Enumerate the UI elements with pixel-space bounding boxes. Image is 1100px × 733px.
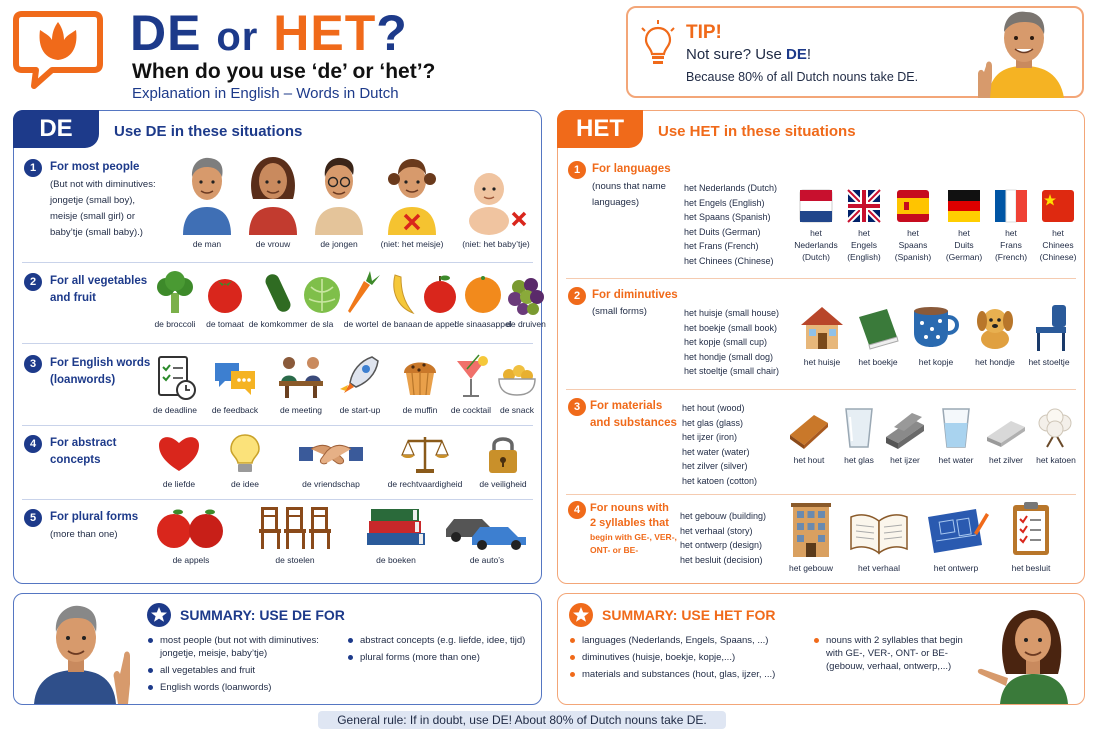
list-item: diminutives (huisje, boekje, kopje,...) — [570, 651, 810, 664]
item-het-stoeltje: het stoeltje — [1020, 301, 1078, 367]
de-section-3-number: 3 — [24, 355, 42, 373]
list-item: English words (loanwords) — [148, 681, 338, 694]
presenting-woman-illustration — [976, 596, 1082, 704]
tip-line-1: Not sure? Use DE! — [686, 46, 812, 63]
item-de-veiligheid: de veiligheid — [474, 433, 532, 489]
list-item: languages (Nederlands, Engels, Spaans, ...) — [570, 634, 810, 647]
checklist-clock-icon — [153, 353, 197, 401]
summary-het-list-2 — [814, 634, 974, 677]
banana-icon — [381, 271, 423, 315]
cup-icon — [908, 301, 964, 353]
het-section-2-word-list: het huisje (small house) het boekje (small book) het kopje (small cup) het hondje (small dog) het stoeltje (small chair) — [684, 308, 780, 377]
uk-flag-icon — [847, 189, 881, 223]
meeting-icon — [275, 353, 327, 401]
de-section-5-note: (more than one) — [50, 529, 118, 540]
item-het-nederlands: het Nederlands (Dutch) — [788, 189, 844, 263]
item-de-tomaat: de tomaat — [200, 271, 250, 329]
item-de-sla: de sla — [300, 271, 344, 329]
de-heading: Use DE in these situations — [114, 123, 303, 140]
thumbs-up-man-illustration — [968, 8, 1080, 98]
scales-icon — [400, 433, 450, 475]
item-het-hondje: het hondje — [966, 301, 1024, 367]
item-het-ontwerp: het ontwerp — [920, 503, 992, 573]
list-item: nouns with 2 syllables that begin with GE-, VER-, ONT- or BE- (gebouw, verhaal, ontwerp,...) — [814, 634, 974, 673]
het-section-3-word-list: het hout (wood) het glas (glass) het ijzer (iron) het water (water) het zilver (silver) het katoen (cotton) — [682, 403, 758, 486]
de-section-1-number: 1 — [24, 159, 42, 177]
het-section-4-word-list: het gebouw (building) het verhaal (story) het ontwerp (design) het besluit (decision) — [680, 511, 767, 565]
item-de-idee: de idee — [220, 433, 270, 489]
heart-icon — [157, 433, 201, 475]
building-icon — [787, 503, 835, 559]
de-section-5-number: 5 — [24, 509, 42, 527]
list-item: most people (but not with diminutives: jongetje, meisje, baby’tje) — [148, 634, 338, 660]
item-de-muffin: de muffin — [394, 353, 446, 415]
item-het-duits: het Duits (German) — [940, 189, 988, 263]
cocktail-icon — [449, 353, 493, 401]
item-het-spaans: het Spaans (Spanish) — [888, 189, 938, 263]
divider — [566, 278, 1076, 279]
het-section-4-title: For nouns with 2 syllables that begin with GE-, VER-, ONT- or BE- — [590, 502, 677, 555]
item-de-deadline: de deadline — [150, 353, 200, 415]
item-het-katoen: het katoen — [1030, 407, 1082, 465]
het-section-3-title: For materials and substances — [590, 400, 677, 429]
item-de-autos: de auto’s — [442, 503, 532, 565]
summary-de-title: SUMMARY: USE DE FOR — [180, 607, 345, 623]
tulip-speech-bubble-logo — [12, 8, 104, 92]
divider — [566, 494, 1076, 495]
water-glass-icon — [933, 407, 979, 451]
french-flag-icon — [994, 189, 1028, 223]
item-niet-het-meisje: (niet: het meisje) — [372, 149, 452, 249]
spanish-flag-icon — [896, 189, 930, 223]
pointing-man-illustration — [28, 596, 132, 704]
idea-bulb-icon — [223, 433, 267, 475]
title-question-mark: ? — [376, 5, 408, 61]
summary-de-list-2 — [348, 634, 538, 668]
tip-line-2: Because 80% of all Dutch nouns take DE. — [686, 70, 919, 84]
boy-icon — [311, 149, 367, 235]
item-het-boekje: het boekje — [850, 301, 906, 367]
page-title — [130, 4, 408, 62]
page-subtitle: When do you use ‘de’ or ‘het’? — [132, 60, 436, 83]
summary-het-list-1 — [570, 634, 810, 685]
item-het-glas: het glas — [834, 407, 884, 465]
book-icon — [853, 301, 903, 353]
item-de-cocktail: de cocktail — [444, 353, 498, 415]
de-panel — [13, 110, 546, 584]
de-section-3-title: For English words (loanwords) — [50, 357, 151, 386]
item-het-gebouw: het gebouw — [784, 503, 838, 573]
item-de-banaan: de banaan — [378, 271, 426, 329]
lettuce-icon — [301, 271, 343, 315]
item-het-ijzer: het ijzer — [880, 407, 930, 465]
muffin-icon — [398, 353, 442, 401]
blueprint-icon — [922, 503, 990, 559]
cotton-icon — [1033, 407, 1079, 451]
het-panel — [557, 110, 1085, 584]
summary-de-list-1 — [148, 634, 338, 698]
item-het-zilver: het zilver — [980, 407, 1032, 465]
title-or: or — [216, 15, 259, 59]
broccoli-icon — [154, 271, 196, 315]
item-het-water: het water — [930, 407, 982, 465]
het-section-1-title: For languages — [592, 163, 671, 175]
clipboard-checklist-icon — [1007, 499, 1055, 559]
small-chair-icon — [1024, 301, 1074, 353]
het-section-1-note: (nouns that name languages) — [592, 181, 666, 208]
de-section-4-title: For abstract concepts — [50, 437, 117, 466]
het-section-2-note: (small forms) — [592, 306, 647, 317]
item-het-frans: het Frans (French) — [988, 189, 1034, 263]
star-badge-icon — [568, 602, 594, 628]
het-section-1-number: 1 — [568, 161, 586, 179]
puppy-icon — [970, 301, 1020, 353]
general-rule-banner: General rule: If in doubt, use DE! About 80% of Dutch nouns take DE. — [318, 711, 726, 729]
item-de-snack: de snack — [494, 353, 540, 415]
star-badge-icon — [146, 602, 172, 628]
het-section-1-word-list: het Nederlands (Dutch) het Engels (English) het Spaans (Spanish) het Duits (German) het Frans (French) het Chinees (Chinese) — [684, 183, 778, 266]
item-de-komkommer: de komkommer — [248, 271, 308, 329]
item-niet-het-babytje: (niet: het baby’tje) — [454, 149, 538, 249]
item-de-liefde: de liefde — [154, 433, 204, 489]
divider — [22, 499, 533, 500]
page-subline: Explanation in English – Words in Dutch — [132, 85, 399, 102]
list-item: materials and substances (hout, glas, ijzer, ...) — [570, 668, 810, 681]
de-section-2-number: 2 — [24, 273, 42, 291]
de-section-4-number: 4 — [24, 435, 42, 453]
de-section-2-title: For all vegetables and fruit — [50, 275, 148, 304]
item-de-wortel: de wortel — [338, 271, 384, 329]
chinese-flag-icon — [1041, 189, 1075, 223]
item-de-rechtvaardigheid: de rechtvaardigheid — [384, 433, 466, 489]
item-het-kopje: het kopje — [908, 301, 964, 367]
item-de-vrouw: de vrouw — [242, 149, 304, 249]
title-het: HET — [273, 5, 377, 61]
item-de-boeken: de boeken — [360, 503, 432, 565]
books-icon — [361, 503, 431, 551]
het-section-2-title: For diminutives — [592, 289, 678, 301]
padlock-icon — [481, 433, 525, 475]
open-book-icon — [847, 503, 911, 559]
grapes-icon — [505, 271, 547, 315]
de-tag: DE — [13, 110, 99, 148]
item-het-huisje: het huisje — [794, 301, 850, 367]
baby-crossed-icon — [463, 149, 529, 235]
wood-plank-icon — [786, 407, 832, 451]
item-het-besluit: het besluit — [1000, 499, 1062, 573]
title-de: DE — [130, 5, 202, 61]
summary-het-title: SUMMARY: USE HET FOR — [602, 607, 776, 623]
de-section-1-title: For most people — [50, 161, 140, 173]
het-tag: HET — [557, 110, 643, 148]
item-het-verhaal: het verhaal — [844, 503, 914, 573]
item-het-hout: het hout — [784, 407, 834, 465]
girl-crossed-icon — [384, 149, 440, 235]
item-de-druiven: de druiven — [504, 271, 548, 329]
woman-icon — [245, 149, 301, 235]
german-flag-icon — [947, 189, 981, 223]
item-de-start-up: de start-up — [334, 353, 386, 415]
item-de-vriendschap: de vriendschap — [294, 433, 368, 489]
divider — [566, 389, 1076, 390]
summary-de-box — [13, 593, 542, 705]
snack-bowl-icon — [495, 353, 539, 401]
het-section-2-number: 2 — [568, 287, 586, 305]
item-het-chinees: het Chinees (Chinese) — [1034, 189, 1082, 263]
iron-bars-icon — [882, 407, 928, 451]
glass-icon — [836, 407, 882, 451]
handshake-icon — [299, 433, 363, 475]
cars-icon — [442, 503, 532, 551]
tomato-icon — [204, 271, 246, 315]
orange-icon — [462, 271, 504, 315]
lightbulb-icon — [640, 20, 676, 68]
de-section-5-title: For plural forms — [50, 511, 139, 523]
item-de-broccoli: de broccoli — [150, 271, 200, 329]
de-section-1-note: (But not with diminutives: jongetje (small boy), meisje (small girl) or baby’tje (small baby).) — [50, 179, 156, 238]
item-de-appels: de appels — [154, 503, 228, 565]
item-de-appel: de appel — [418, 271, 462, 329]
list-item: all vegetables and fruit — [148, 664, 338, 677]
het-section-3-number: 3 — [568, 398, 586, 416]
item-de-jongen: de jongen — [308, 149, 370, 249]
summary-het-box — [557, 593, 1085, 705]
dutch-flag-icon — [799, 189, 833, 223]
apples-icon — [154, 503, 228, 551]
list-item: plural forms (more than one) — [348, 651, 538, 664]
item-het-engels: het Engels (English) — [840, 189, 888, 263]
silver-bar-icon — [983, 407, 1029, 451]
divider — [22, 343, 533, 344]
item-de-sinaasappel: de sinaasappel — [452, 271, 514, 329]
cucumber-icon — [257, 271, 299, 315]
item-de-stoelen: de stoelen — [254, 503, 336, 565]
rocket-icon — [338, 353, 382, 401]
het-section-4-number: 4 — [568, 501, 586, 519]
chairs-icon — [255, 503, 335, 551]
item-de-meeting: de meeting — [270, 353, 332, 415]
divider — [22, 425, 533, 426]
het-heading: Use HET in these situations — [658, 123, 856, 140]
man-icon — [179, 149, 235, 235]
divider — [22, 262, 533, 263]
tip-title: TIP! — [686, 22, 722, 43]
speech-bubbles-icon — [211, 353, 259, 401]
item-de-feedback: de feedback — [208, 353, 262, 415]
house-icon — [797, 301, 847, 353]
carrot-icon — [340, 271, 382, 315]
list-item: abstract concepts (e.g. liefde, idee, tijd) — [348, 634, 538, 647]
tip-box — [626, 6, 1084, 98]
item-de-man: de man — [176, 149, 238, 249]
